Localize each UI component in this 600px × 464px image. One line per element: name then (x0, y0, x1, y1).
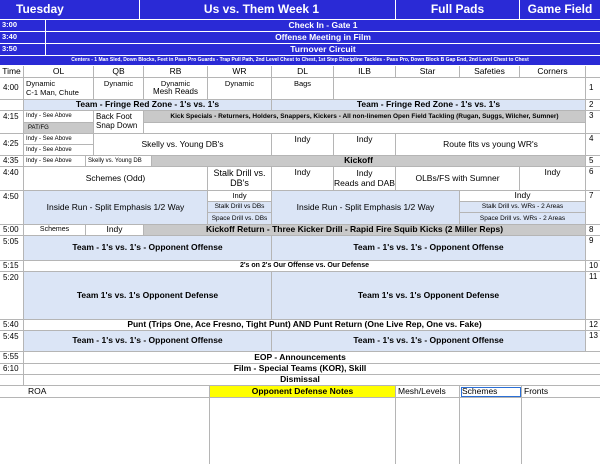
header-title-cell[interactable] (140, 0, 396, 20)
column-header-time[interactable] (0, 66, 24, 78)
wr-cell[interactable] (208, 78, 272, 100)
db-drill: Indy (514, 191, 531, 201)
kickoff-text: Kickoff (344, 156, 373, 166)
schemes-period[interactable] (24, 167, 208, 191)
ol-drill: Indy - See Above (26, 157, 72, 164)
time-cell[interactable] (0, 375, 24, 386)
period-number-label: 5 (589, 156, 594, 165)
db-cell[interactable] (460, 213, 586, 225)
offense-team-period[interactable] (24, 100, 272, 111)
time-cell[interactable] (0, 78, 24, 100)
period-number[interactable] (586, 78, 600, 100)
ol-drill: Indy - See Above (26, 135, 72, 142)
intro-activity: Turnover Circuit (290, 44, 356, 54)
header-location-cell[interactable] (520, 0, 600, 20)
ol-cell[interactable] (24, 134, 94, 145)
rb-drill-2: Mesh Reads (153, 87, 198, 97)
column-header-qb[interactable] (94, 66, 144, 78)
inside-run-offense-period[interactable] (24, 191, 208, 225)
intro-activity-cell[interactable] (46, 20, 600, 32)
kickoff-return-period[interactable] (144, 225, 586, 236)
schemes-text: Schemes (Odd) (85, 172, 146, 183)
time-label: 4:50 (3, 192, 19, 201)
dl-drill: Bags (293, 79, 312, 88)
offense-team-period[interactable] (24, 236, 272, 261)
inside-run-defense-text: Inside Run - Split Emphasis 1/2 Way (296, 201, 435, 212)
time-label: 6:10 (3, 364, 19, 373)
opponent-notes-label: Opponent Defense Notes (251, 386, 354, 396)
intro-activity: Offense Meeting in Film (275, 32, 371, 42)
time-cell[interactable] (0, 236, 24, 261)
opponent-notes-cell[interactable] (210, 386, 396, 398)
column-header-label: DL (297, 66, 308, 76)
ol-cell[interactable] (24, 78, 94, 100)
column-header-label: Time (2, 66, 21, 76)
time-cell[interactable] (0, 352, 24, 364)
kickoff-return-text: Kickoff Return - Three Kicker Drill - Rapid Fire Squib Kicks (2 Miller Reps) (205, 225, 504, 235)
db-cell[interactable] (460, 202, 586, 213)
roa-cell[interactable] (0, 386, 210, 398)
defense-team-text: Team - 1's vs. 1's - Opponent Offense (353, 242, 504, 253)
time-label: 4:15 (3, 112, 19, 121)
ol-drill: Indy - See Above (26, 113, 72, 120)
mesh-levels-label: Mesh/Levels (398, 386, 446, 396)
inside-run-defense-period[interactable] (272, 191, 460, 225)
time-label: 5:20 (3, 273, 19, 282)
intro-time-cell[interactable] (0, 44, 46, 56)
rb-cell[interactable] (144, 78, 208, 100)
ol-drill: Schemes (39, 226, 70, 234)
time-cell[interactable] (0, 134, 24, 156)
qb-drill: Indy (106, 225, 123, 235)
period-number-label: 9 (589, 236, 594, 245)
intro-activity-cell[interactable] (46, 44, 600, 56)
ol-drill-2: C-1 Man, Chute (26, 87, 79, 97)
time-cell[interactable] (0, 156, 24, 167)
column-header-label: Corners (537, 66, 568, 76)
intro-time: 3:50 (2, 44, 18, 54)
pat-fg-cell[interactable] (24, 123, 94, 134)
period-number-label: 1 (589, 83, 594, 93)
schemes-notes-cell[interactable] (460, 386, 522, 398)
column-header-corners[interactable] (520, 66, 586, 78)
period-number[interactable] (586, 156, 600, 167)
pat-fg-label: PAT/FG (28, 124, 49, 131)
period-number-label: 8 (589, 225, 594, 234)
intro-time: 3:40 (2, 32, 18, 42)
period-number[interactable] (586, 331, 600, 352)
circuit-notes-cell[interactable] (0, 56, 600, 66)
period-number[interactable] (586, 134, 600, 156)
defense-team-text: Team 1's vs. 1's Opponent Defense (357, 289, 500, 300)
period-number[interactable] (586, 261, 600, 272)
header-day: Tuesday (16, 1, 64, 16)
twos-period[interactable] (24, 261, 586, 272)
schemes-notes-label: Schemes (462, 386, 498, 396)
qb-cell[interactable] (94, 111, 144, 134)
intro-activity-cell[interactable] (46, 32, 600, 44)
period-number-label: 7 (589, 191, 594, 200)
intro-time-cell[interactable] (0, 32, 46, 44)
wr-cell[interactable] (208, 191, 272, 202)
offense-team-period[interactable] (24, 331, 272, 352)
punt-period[interactable] (24, 320, 586, 331)
period-number-label: 12 (589, 320, 598, 329)
olbs-cell[interactable] (396, 167, 520, 191)
column-header-dl[interactable] (272, 66, 334, 78)
time-cell[interactable] (0, 100, 24, 111)
ol-drill: Indy - See Above (26, 146, 72, 153)
dismissal-text: Dismissal (280, 375, 320, 385)
db-drill: Space Drill vs. WRs - 2 Areas (479, 214, 566, 222)
fronts-area[interactable] (522, 398, 600, 464)
defense-empty-cell[interactable] (334, 78, 586, 100)
olbs-text: OLBs/FS with Sumner (415, 172, 500, 183)
wr-drill: Space Drill vs. DBs (211, 214, 268, 222)
column-header-label: QB (112, 66, 125, 76)
column-header-label: WR (232, 66, 247, 76)
time-cell[interactable] (0, 225, 24, 236)
offense-team-text: Team - 1's vs. 1's - Opponent Offense (72, 335, 223, 346)
film-text: Film - Special Teams (KOR), Skill (233, 364, 367, 374)
time-cell[interactable] (0, 167, 24, 191)
column-header-label: ILB (358, 66, 371, 76)
period-number-label: 2 (589, 100, 594, 109)
period-number-label: 4 (589, 134, 594, 143)
defense-team-period[interactable] (272, 236, 586, 261)
column-header-label: Star (419, 66, 436, 76)
wr-drill: Indy (232, 191, 247, 200)
time-label: 5:45 (3, 332, 19, 341)
fronts-label: Fronts (524, 386, 549, 396)
eop-text: EOP - Announcements (254, 352, 346, 362)
mesh-levels-area[interactable] (396, 398, 460, 464)
offense-team-text: Team - 1's vs. 1's - Opponent Offense (72, 242, 223, 253)
ilb-drill: Indy (356, 134, 373, 144)
qb-drill: Skelly vs. Young DB (88, 157, 142, 164)
time-cell[interactable] (0, 191, 24, 225)
ilb-drill-2: Reads and DAB (334, 177, 395, 188)
route-fits-period[interactable] (396, 134, 586, 156)
inside-run-offense-text: Inside Run - Split Emphasis 1/2 Way (46, 201, 185, 212)
time-label: 5:55 (3, 352, 19, 362)
time-label: 4:40 (3, 168, 19, 177)
film-row[interactable] (24, 364, 600, 375)
qb-cell[interactable] (86, 156, 152, 167)
time-label: 5:00 (3, 225, 19, 234)
header-location: Game Field (527, 1, 593, 16)
dismissal-row[interactable] (24, 375, 600, 386)
circuit-notes: Centers - 1 Man Sled, Down Blocks, Feet in Pass Pro Guards - Trap Pull Path, 2nd Level Chest to Chest, 1st Step Discipline Tackles - Pass Pro, Down Block B Gap End, 2nd Level Chest to Chest (71, 56, 529, 63)
mesh-levels-cell[interactable] (396, 386, 460, 398)
time-label: 5:05 (3, 237, 19, 246)
dl-cell[interactable] (272, 134, 334, 156)
empty-cell[interactable] (144, 123, 586, 134)
header-day-cell[interactable] (0, 0, 140, 20)
roa-label: ROA (28, 386, 47, 396)
opponent-notes-area[interactable] (210, 398, 396, 464)
defense-team-period[interactable] (272, 331, 586, 352)
period-number-label: 13 (589, 331, 598, 340)
header-gear-cell[interactable] (396, 0, 520, 20)
time-label: 4:00 (3, 83, 19, 93)
ol-cell[interactable] (24, 156, 86, 167)
period-number-label: 6 (589, 167, 594, 176)
time-label: 4:25 (3, 139, 19, 149)
defense-team-text: Team - Fringe Red Zone - 1's vs. 1's (356, 100, 501, 110)
kickoff-period[interactable] (152, 156, 586, 167)
qb-drill-2: Snap Down (96, 121, 138, 130)
ol-cell[interactable] (24, 111, 94, 123)
intro-time: 3:00 (2, 20, 18, 30)
time-cell[interactable] (0, 261, 24, 272)
qb-cell[interactable] (86, 225, 144, 236)
qb-drill: Back Foot (96, 112, 133, 122)
period-number[interactable] (586, 167, 600, 191)
dl-cell[interactable] (272, 167, 334, 191)
rb-drill: Dynamic (160, 78, 191, 88)
wr-cell[interactable] (208, 202, 272, 213)
period-number[interactable] (586, 111, 600, 134)
skelly-text: Skelly vs. Young DB's (141, 138, 224, 149)
period-number[interactable] (586, 100, 600, 111)
period-number[interactable] (586, 320, 600, 331)
offense-team-text: Team 1's vs. 1's Opponent Defense (76, 289, 219, 300)
column-header-label: OL (52, 66, 65, 76)
wr-cell[interactable] (208, 213, 272, 225)
period-number[interactable] (586, 191, 600, 225)
column-header-star[interactable] (396, 66, 460, 78)
column-header-label: RB (169, 66, 182, 76)
corners-drill: Indy (544, 167, 561, 177)
ilb-cell[interactable] (334, 167, 396, 191)
skelly-period[interactable] (94, 134, 272, 156)
period-number[interactable] (586, 272, 600, 320)
wr-drill: Stalk Drill vs DBs (214, 203, 265, 211)
ilb-cell[interactable] (334, 134, 396, 156)
stalk-drill-text: Stalk Drill vs. DB's (213, 167, 266, 188)
intro-activity: Check In - Gate 1 (288, 20, 358, 30)
defense-team-text: Team - 1's vs. 1's - Opponent Offense (353, 335, 504, 346)
period-number-label: 3 (589, 111, 594, 120)
intro-time-cell[interactable] (0, 20, 46, 32)
time-cell[interactable] (0, 272, 24, 320)
column-header-wr[interactable] (208, 66, 272, 78)
db-drill: Stalk Drill vs. WRs - 2 Areas (481, 203, 564, 211)
fronts-cell[interactable] (522, 386, 600, 398)
time-label: 4:35 (3, 156, 19, 165)
time-cell[interactable] (0, 320, 24, 331)
period-number-label: 11 (589, 272, 598, 281)
column-header-label: Safeties (474, 66, 505, 76)
offense-team-period[interactable] (24, 272, 272, 320)
ilb-drill: Indy (356, 168, 373, 179)
column-header-ol[interactable] (24, 66, 94, 78)
time-cell[interactable] (0, 331, 24, 352)
qb-drill: Dynamic (103, 79, 134, 88)
dl-cell[interactable] (272, 78, 334, 100)
time-label: 5:15 (3, 261, 19, 270)
roa-notes-area[interactable] (0, 398, 210, 464)
ol-cell[interactable] (24, 225, 86, 236)
time-cell[interactable] (0, 364, 24, 375)
qb-cell[interactable] (94, 78, 144, 100)
kick-specials-text: Kick Specials - Returners, Holders, Snappers, Kickers - All non-linemen Open Field Tackling (Rugan, Suggs, Wilcher, Sumner) (170, 112, 559, 120)
defense-team-period[interactable] (272, 272, 586, 320)
db-cell[interactable] (460, 191, 586, 202)
header-title: Us vs. Them Week 1 (203, 1, 320, 16)
corners-cell[interactable] (520, 167, 586, 191)
dl-drill: Indy (294, 167, 311, 177)
period-number[interactable] (586, 225, 600, 236)
punt-text: Punt (Trips One, Ace Fresno, Tight Punt) AND Punt Return (One Live Rep, One vs. Fake) (127, 320, 482, 330)
kick-specials-period[interactable] (144, 111, 586, 123)
column-header-safeties[interactable] (460, 66, 520, 78)
column-header-ilb[interactable] (334, 66, 396, 78)
defense-team-period[interactable] (272, 100, 586, 111)
route-fits-text: Route fits vs young WR's (443, 138, 538, 149)
schemes-notes-area[interactable] (460, 398, 522, 464)
offense-team-text: Team - Fringe Red Zone - 1's vs. 1's (75, 100, 220, 110)
dl-drill: Indy (294, 134, 311, 144)
time-cell[interactable] (0, 111, 24, 134)
period-column-header[interactable] (586, 66, 600, 78)
wr-drill: Dynamic (224, 79, 255, 88)
header-gear: Full Pads (430, 1, 485, 16)
eop-row[interactable] (24, 352, 600, 364)
time-label: 5:40 (3, 320, 19, 329)
ol-drill: Dynamic (26, 79, 56, 89)
period-number-label: 10 (589, 261, 598, 270)
period-number[interactable] (586, 236, 600, 261)
stalk-drill-cell[interactable] (208, 167, 272, 191)
twos-text: 2's on 2's Our Offense vs. Our Defense (240, 262, 369, 270)
ol-cell[interactable] (24, 145, 94, 156)
column-header-rb[interactable] (144, 66, 208, 78)
